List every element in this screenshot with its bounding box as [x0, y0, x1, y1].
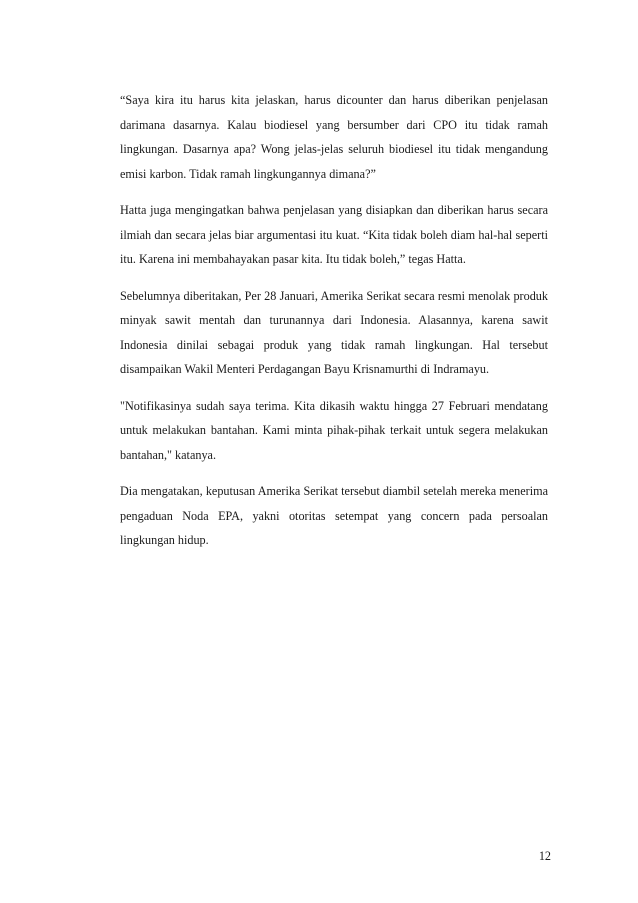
paragraph-2: Hatta juga mengingatkan bahwa penjelasan yang disiapkan dan diberikan harus secara ilmiah dan secara jelas biar argumentasi itu kuat. “Kita tidak boleh diam hal-hal seperti itu. Karena ini membahayakan pasar kita. Itu tidak boleh,” tegas Hatta.	[120, 203, 548, 266]
body-text	[120, 88, 548, 565]
paragraph-4: "Notifikasinya sudah saya terima. Kita dikasih waktu hingga 27 Februari mendatang untuk melakukan bantahan. Kami minta pihak-pihak terkait untuk segera melakukan bantahan," katanya.	[120, 398, 548, 462]
paragraph-5: Dia mengatakan, keputusan Amerika Serikat tersebut diambil setelah mereka menerima pengaduan Noda EPA, yakni otoritas setempat yang concern pada persoalan lingkungan hidup.	[120, 484, 548, 547]
page-number: 12	[538, 849, 551, 863]
paragraph-1: “Saya kira itu harus kita jelaskan, harus dicounter dan harus diberikan penjelasan darimana dasarnya. Kalau biodiesel yang bersumber dari CPO itu tidak ramah lingkungan. Dasarnya apa? Wong jelas-jelas seluruh biodiesel itu tidak mengandung emisi karbon. Tidak ramah lingkungannya dimana?”	[120, 93, 548, 181]
paragraph-3: Sebelumnya diberitakan, Per 28 Januari, Amerika Serikat secara resmi menolak produk minyak sawit mentah dan turunannya dari Indonesia. Alasannya, karena sawit Indonesia dinilai sebagai produk yang tidak ramah lingkungan. Hal tersebut disampaikan Wakil Menteri Perdagangan Bayu Krisnamurthi di Indramayu.	[120, 288, 548, 376]
